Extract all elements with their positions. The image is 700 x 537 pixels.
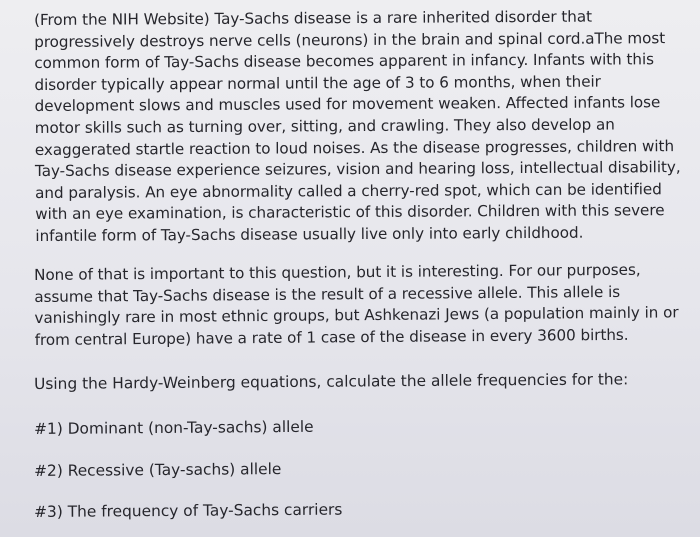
question-prompt: Using the Hardy-Weinberg equations, calculate the allele frequencies for the: (34, 370, 629, 393)
text-line: exaggerated startle reaction to loud noises. As the disease progresses, children with (34, 136, 675, 159)
purpose-paragraph (34, 259, 699, 351)
text-line: assume that Tay-Sachs disease is the result of a recessive allele. This allele is (34, 282, 621, 306)
question-item-3: #3) The frequency of Tay-Sachs carriers (34, 500, 343, 521)
text-line: (From the NIH Website) Tay-Sachs disease is a rare inherited disorder that (34, 7, 593, 29)
text-line: common form of Tay-Sachs disease becomes apparent in infancy. Infants with this (34, 50, 655, 73)
intro-paragraph (34, 6, 699, 248)
text-line: and paralysis. An eye abnormality called a cherry-red spot, which can be identified (35, 179, 662, 202)
text-line: progressively destroys nerve cells (neurons) in the brain and spinal cord.aThe most (34, 28, 666, 51)
text-line: disorder typically appear normal until the age of 3 to 6 months, when their (34, 72, 601, 94)
text-line: motor skills such as turning over, sitting, and crawling. They also develop an (34, 115, 615, 137)
text-line: development slows and muscles used for movement weaken. Affected infants lose (34, 93, 661, 116)
question-item-2: #2) Recessive (Tay-sachs) allele (34, 460, 282, 480)
text-line: vanishingly rare in most ethnic groups, but Ashkenazi Jews (a population mainly in or (34, 303, 679, 328)
text-line: with an eye examination, is characteristic of this disorder. Children with this severe (35, 201, 665, 224)
text-line: None of that is important to this question, but it is interesting. For our purposes, (34, 260, 641, 284)
text-line: from central Europe) have a rate of 1 case of the disease in every 3600 births. (34, 325, 629, 349)
question-item-1: #1) Dominant (non-Tay-sachs) allele (34, 417, 314, 438)
text-line: Tay-Sachs disease experience seizures, vision and hearing loss, intellectual disability, (34, 158, 681, 181)
text-line: infantile form of Tay-Sachs disease usually live only into early childhood. (35, 223, 584, 245)
